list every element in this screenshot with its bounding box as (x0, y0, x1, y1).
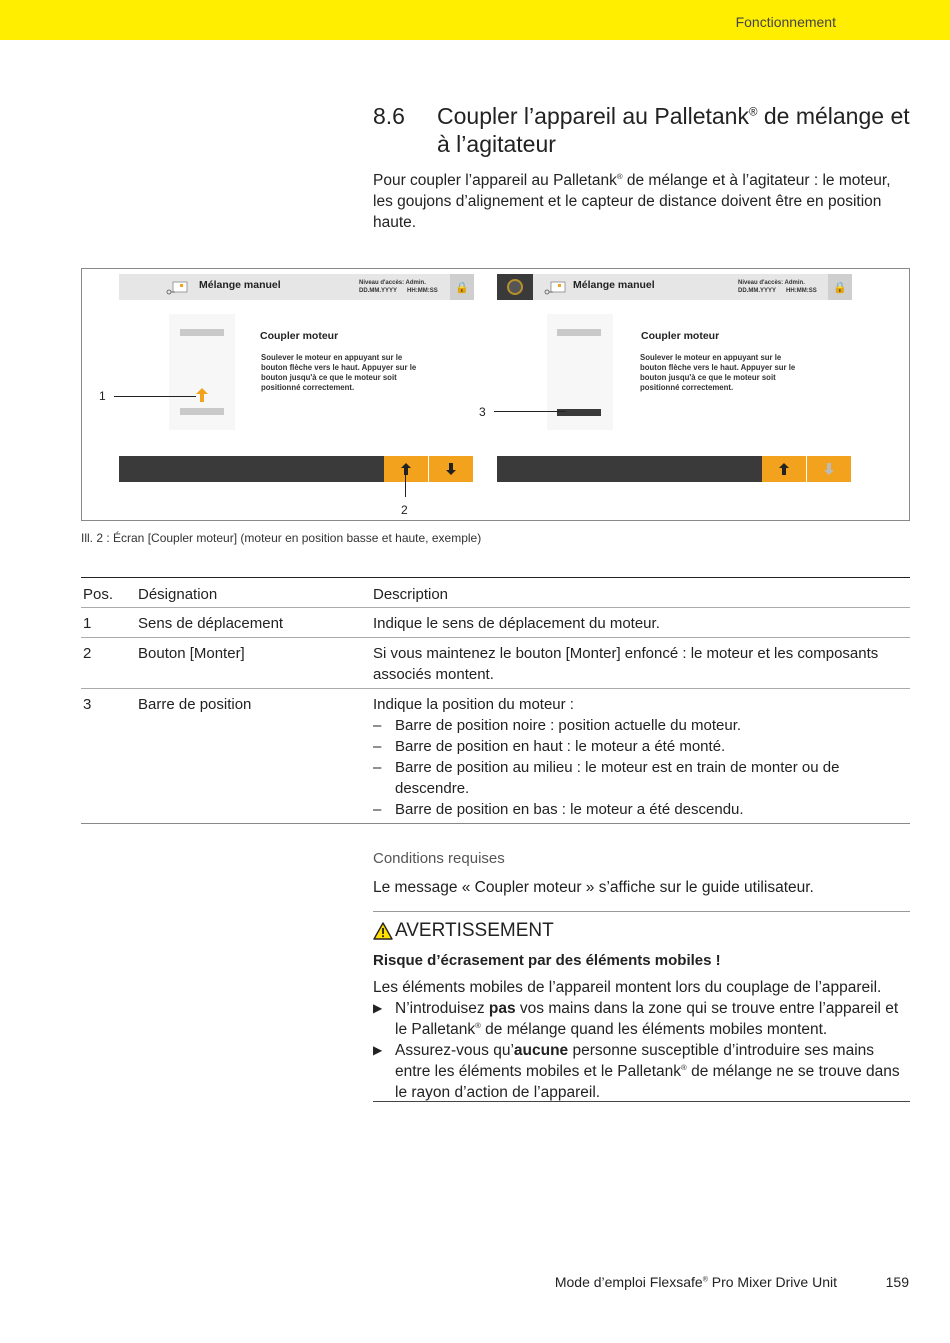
mixer-icon (543, 280, 569, 296)
logo-icon (497, 274, 533, 300)
position-panel (169, 314, 235, 430)
raise-button[interactable] (762, 456, 806, 482)
raise-button[interactable] (384, 456, 428, 482)
list-item: – Barre de position en haut : le moteur a été monté. (373, 736, 910, 757)
lock-icon: 🔒 (450, 274, 474, 300)
screen-footer (497, 456, 762, 482)
warning-subtitle: Risque d’écrasement par des éléments mobiles ! (373, 952, 721, 969)
col-desc-header: Description (373, 586, 449, 603)
screen-title: Mélange manuel (199, 279, 281, 291)
conditions-text: Le message « Coupler moteur » s’affiche sur le guide utilisateur. (373, 879, 814, 896)
list-item: – Barre de position au milieu : le moteur est en train de monter ou de descendre. (373, 757, 910, 799)
position-bar-bottom (180, 408, 224, 415)
screen-upper-position (497, 274, 852, 484)
top-bar (0, 0, 950, 40)
direction-arrow-up-icon (196, 388, 208, 402)
table-row: 1 Sens de déplacement Indique le sens de déplacement du moteur. (81, 608, 910, 638)
mixer-icon (165, 280, 191, 296)
conditions-label: Conditions requises (373, 850, 505, 867)
screen-title: Mélange manuel (573, 279, 655, 291)
page-number: 159 (885, 1274, 909, 1290)
callout-2: 2 (401, 503, 408, 517)
legend-table (81, 577, 910, 824)
warning-heading: AVERTISSEMENT (373, 920, 554, 942)
arrow-down-icon (824, 463, 834, 475)
screen-footer (119, 456, 384, 482)
bullet-triangle-icon: ▶ (373, 1043, 383, 1057)
dialog-text: Soulever le moteur en appuyant sur le bouton flèche vers le haut. Appuyer sur le bouton jusqu'à ce que le moteur soit positionné correctement. (261, 353, 417, 392)
position-panel (547, 314, 613, 430)
running-header: Fonctionnement (735, 14, 836, 30)
warning-triangle-icon (373, 922, 393, 940)
intro-paragraph: Pour coupler l’appareil au Palletank® de mélange et à l’agitateur : le moteur, les goujons d’alignement et le capteur de distance doivent être en position haute. (373, 171, 891, 231)
footer-document-title: Mode d’emploi Flexsafe® Pro Mixer Drive Unit (554, 1274, 837, 1290)
figure-caption: Ill. 2 : Écran [Coupler moteur] (moteur en position basse et haute, exemple) (81, 531, 482, 545)
access-info: Niveau d'accès: Admin. DD.MM.YYYY HH:MM:SS (738, 280, 817, 294)
position-bar-top (180, 329, 224, 336)
arrow-up-icon (779, 463, 789, 475)
lock-icon: 🔒 (828, 274, 852, 300)
table-row: 3 Barre de position Indique la position du moteur : – Barre de position noire : position actuelle du moteur. – Barre de position en haut : le moteur a été monté. – Barre de position au milieu : le moteur est en train de monter ou de descendre. – Barre de position en bas : le moteur a été descendu. (81, 689, 910, 823)
callout-2-line (405, 470, 406, 497)
col-name-header: Désignation (138, 586, 218, 603)
arrow-up-icon (401, 463, 411, 475)
screen-header (119, 274, 474, 300)
callout-1-line (114, 396, 196, 397)
arrow-down-icon (446, 463, 456, 475)
screen-header (497, 274, 852, 300)
callout-3: 3 (479, 405, 486, 419)
warning-body: Les éléments mobiles de l’appareil montent lors du couplage de l’appareil. ▶ N’introduisez pas vos mains dans la zone qui se trouve entre l’appareil et le Palletank® de mélange quand les éléments mobiles montent. ▶ Assurez-vous qu’aucune personne susceptible d’introduire ses mains entre les éléments mobiles et le Palletank® de mélange ne se trouve dans le rayon d’action de l’appareil. (373, 977, 910, 1103)
lower-button[interactable] (807, 456, 851, 482)
bullet-triangle-icon: ▶ (373, 1001, 383, 1015)
warning-box (373, 911, 910, 1102)
dialog-text: Soulever le moteur en appuyant sur le bouton flèche vers le haut. Appuyer sur le bouton jusqu'à ce que le moteur soit positionné correctement. (640, 353, 796, 392)
dialog-heading: Coupler moteur (641, 330, 720, 342)
screen-lower-position (119, 274, 474, 484)
callout-3-line (494, 411, 566, 412)
section-title: Coupler l’appareil au Palletank® de mélange et à l’agitateur (437, 103, 910, 157)
warning-instruction: ▶ Assurez-vous qu’aucune personne susceptible d’introduire ses mains entre les éléments mobiles et le Palletank® de mélange ne se trouve dans le rayon d’action de l’appareil. (373, 1042, 900, 1101)
lower-button[interactable] (429, 456, 473, 482)
col-pos-header: Pos. (83, 586, 114, 603)
section-number: 8.6 (373, 103, 405, 129)
warning-instruction: ▶ N’introduisez pas vos mains dans la zone qui se trouve entre l’appareil et le Palletank® de mélange quand les éléments mobiles montent. (373, 1000, 899, 1038)
list-item: – Barre de position en bas : le moteur a été descendu. (373, 799, 910, 820)
list-item: – Barre de position noire : position actuelle du moteur. (373, 715, 910, 736)
figure-coupler-moteur (81, 268, 910, 521)
table-header-row (81, 578, 910, 608)
callout-1: 1 (99, 389, 106, 403)
access-info: Niveau d'accès: Admin. DD.MM.YYYY HH:MM:SS (359, 280, 438, 294)
position-bar-top (557, 329, 601, 336)
dialog-heading: Coupler moteur (260, 330, 339, 342)
table-row: 2 Bouton [Monter] Si vous maintenez le bouton [Monter] enfoncé : le moteur et les composants associés montent. (81, 638, 910, 689)
